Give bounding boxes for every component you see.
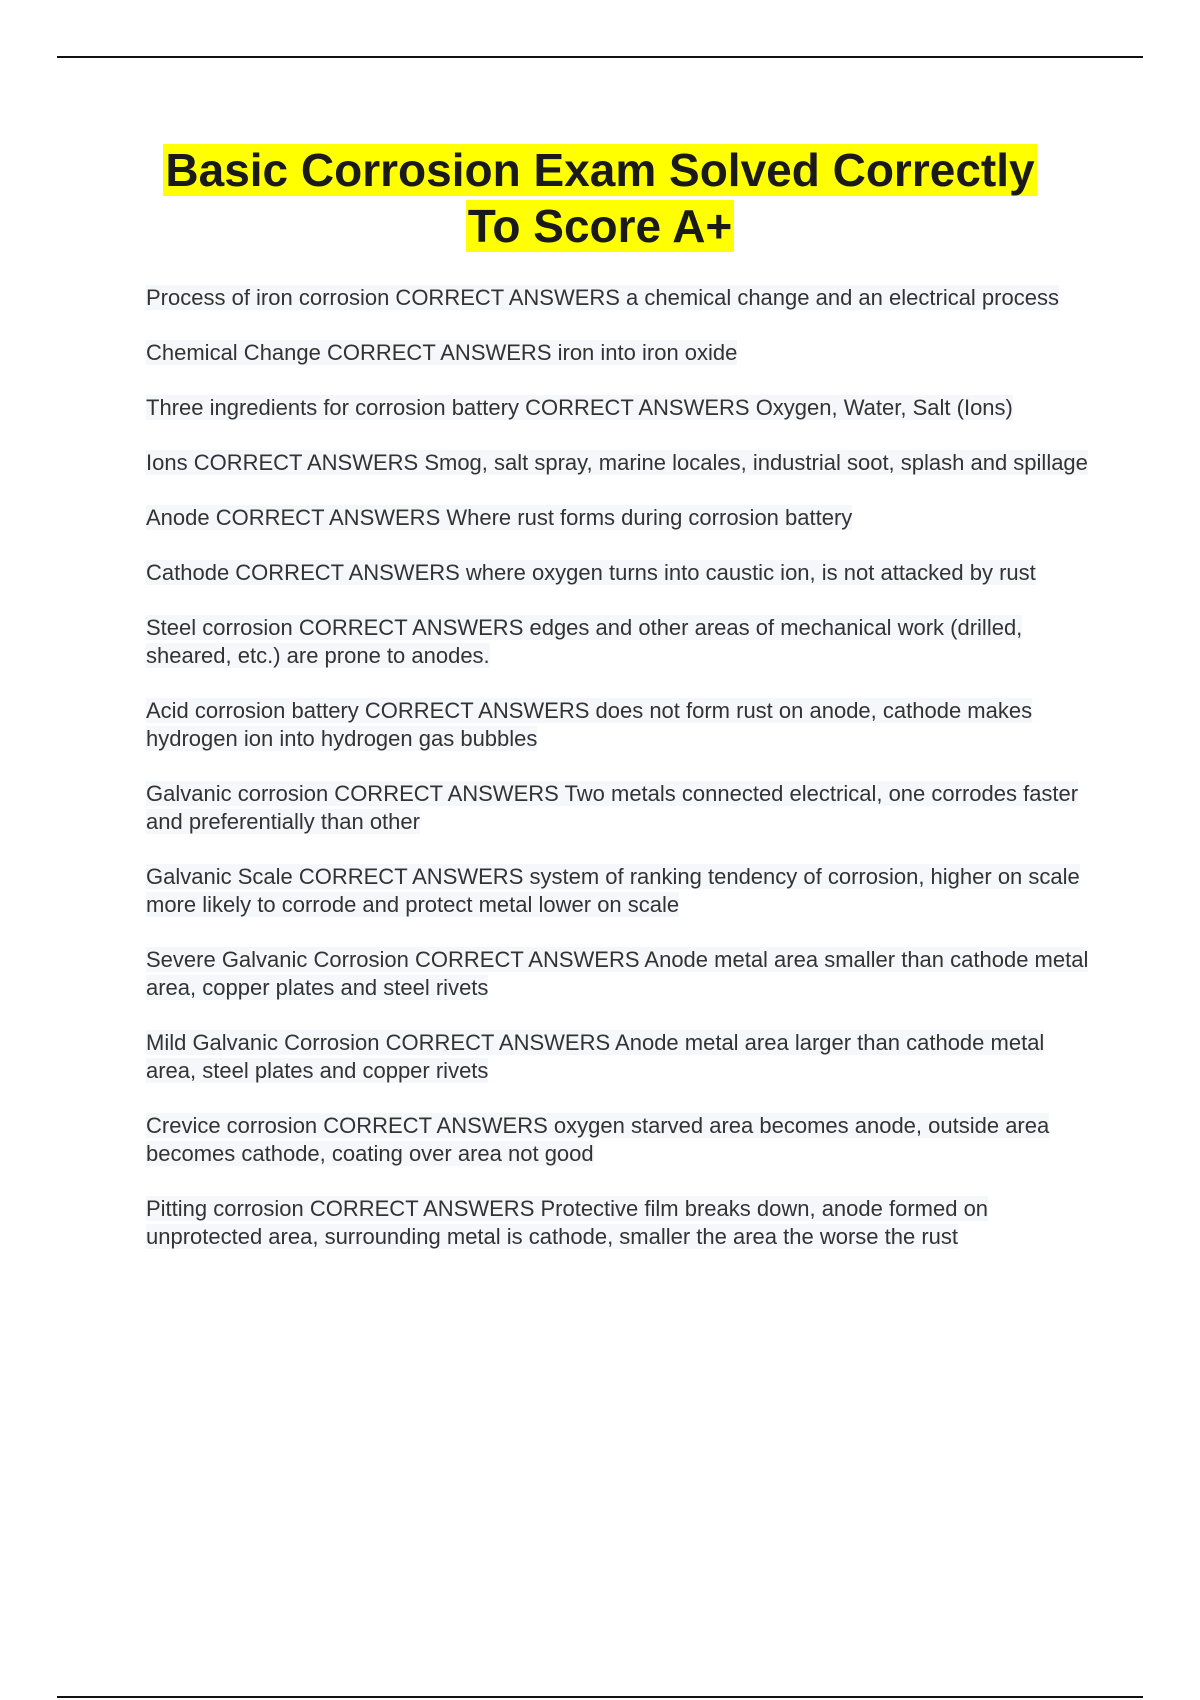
qa-entry <box>146 697 1096 753</box>
qa-entry <box>146 394 1096 422</box>
header-rule <box>57 56 1143 58</box>
qa-entry-text: Ions CORRECT ANSWERS Smog, salt spray, marine locales, industrial soot, splash and spillage <box>146 450 1088 475</box>
qa-entry <box>146 504 1096 532</box>
document-title <box>100 142 1100 254</box>
qa-entry <box>146 339 1096 367</box>
footer-rule <box>57 1696 1143 1698</box>
qa-entry-text: Chemical Change CORRECT ANSWERS iron into iron oxide <box>146 340 738 365</box>
qa-entry-text: Galvanic Scale CORRECT ANSWERS system of ranking tendency of corrosion, higher on scale more likely to corrode and protect metal lower on scale <box>146 864 1080 917</box>
qa-entry <box>146 1195 1096 1251</box>
qa-entry <box>146 863 1096 919</box>
qa-entry-text: Process of iron corrosion CORRECT ANSWERS a chemical change and an electrical process <box>146 285 1059 310</box>
qa-entry-text: Severe Galvanic Corrosion CORRECT ANSWERS Anode metal area smaller than cathode metal area, copper plates and steel rivets <box>146 947 1089 1000</box>
qa-list <box>146 284 1096 1278</box>
qa-entry <box>146 946 1096 1002</box>
qa-entry-text: Steel corrosion CORRECT ANSWERS edges and other areas of mechanical work (drilled, sheared, etc.) are prone to anodes. <box>146 615 1023 668</box>
qa-entry <box>146 780 1096 836</box>
qa-entry-text: Galvanic corrosion CORRECT ANSWERS Two metals connected electrical, one corrodes faster and preferentially than other <box>146 781 1079 834</box>
title-line-1: Basic Corrosion Exam Solved Correctly <box>165 144 1035 196</box>
title-line-2: To Score A+ <box>467 200 733 252</box>
qa-entry-text: Acid corrosion battery CORRECT ANSWERS does not form rust on anode, cathode makes hydrogen ion into hydrogen gas bubbles <box>146 698 1033 751</box>
qa-entry-text: Mild Galvanic Corrosion CORRECT ANSWERS Anode metal area larger than cathode metal area, steel plates and copper rivets <box>146 1030 1045 1083</box>
qa-entry <box>146 614 1096 670</box>
qa-entry-text: Pitting corrosion CORRECT ANSWERS Protective film breaks down, anode formed on unprotected area, surrounding metal is cathode, smaller the area the worse the rust <box>146 1196 989 1249</box>
qa-entry <box>146 284 1096 312</box>
qa-entry <box>146 449 1096 477</box>
qa-entry-text: Three ingredients for corrosion battery CORRECT ANSWERS Oxygen, Water, Salt (Ions) <box>146 395 1013 420</box>
qa-entry <box>146 1029 1096 1085</box>
qa-entry-text: Anode CORRECT ANSWERS Where rust forms during corrosion battery <box>146 505 853 530</box>
qa-entry <box>146 1112 1096 1168</box>
qa-entry <box>146 559 1096 587</box>
qa-entry-text: Crevice corrosion CORRECT ANSWERS oxygen starved area becomes anode, outside area becomes cathode, coating over area not good <box>146 1113 1050 1166</box>
qa-entry-text: Cathode CORRECT ANSWERS where oxygen turns into caustic ion, is not attacked by rust <box>146 560 1036 585</box>
